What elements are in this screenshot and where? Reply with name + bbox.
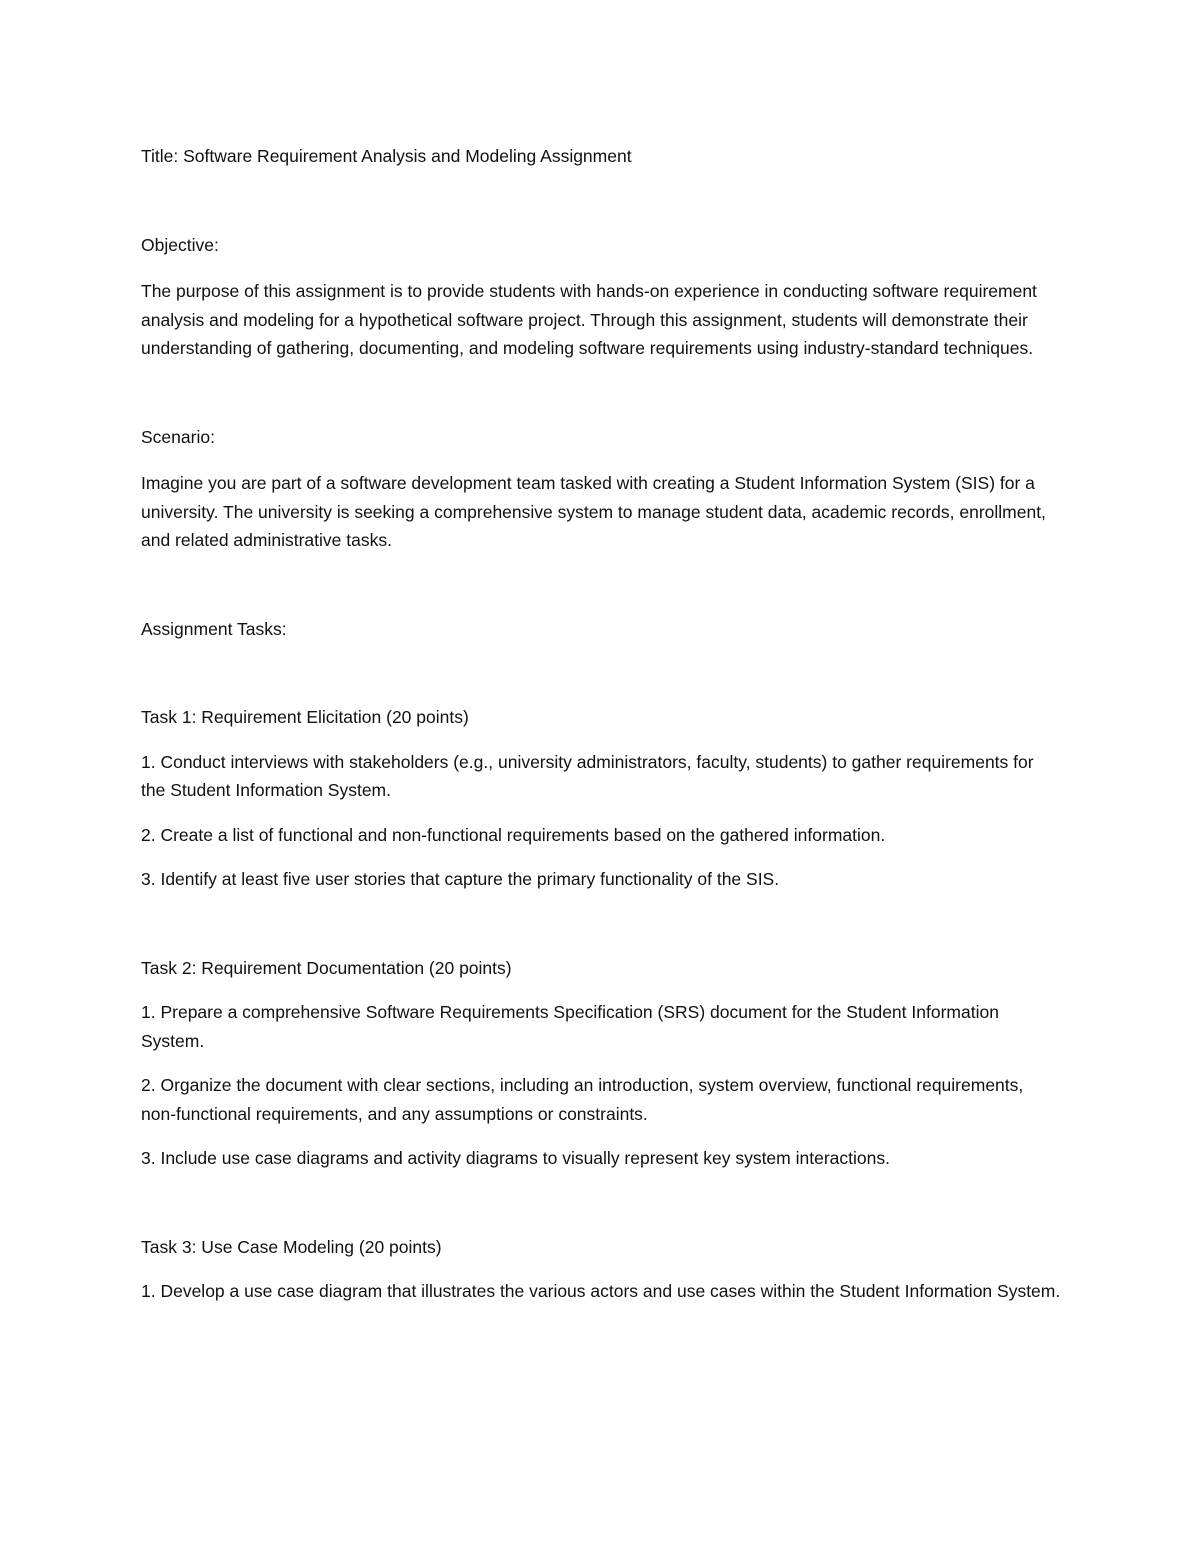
task-1-item-1: 1. Conduct interviews with stakeholders (e.g., university administrators, faculty, students) to gather requirements for the Student Information System.: [141, 751, 1034, 800]
task-2-item-3: 3. Include use case diagrams and activity diagrams to visually represent key system interactions.: [141, 1148, 890, 1168]
task-1-item-2: 2. Create a list of functional and non-functional requirements based on the gathered information.: [141, 824, 886, 845]
scenario-text: Imagine you are part of a software development team tasked with creating a Student Information System (SIS) for a university. The university is seeking a comprehensive system to manage student data, academic records, enrollment, and related administrative tasks.: [141, 473, 1046, 550]
document-content: [141, 142, 1061, 1322]
task-3-item-1: 1. Develop a use case diagram that illustrates the various actors and use cases within the Student Information System.: [141, 1281, 1061, 1301]
objective-text: The purpose of this assignment is to provide students with hands-on experience in conducting software requirement analysis and modeling for a hypothetical software project. Through this assignment, students will demonstrate their understanding of gathering, documenting, and modeling software requirements using industry-standard techniques.: [141, 281, 1037, 358]
assignment-tasks-heading: Assignment Tasks:: [141, 618, 287, 639]
objective-heading: Objective:: [141, 234, 219, 255]
task-1-item-3: 3. Identify at least five user stories that capture the primary functionality of the SIS.: [141, 869, 780, 889]
document-title: Title: Software Requirement Analysis and Modeling Assignment: [141, 146, 632, 166]
task-2-title: Task 2: Requirement Documentation (20 points): [141, 957, 512, 978]
task-2-item-1: 1. Prepare a comprehensive Software Requirements Specification (SRS) document for the Student Information System.: [141, 1002, 999, 1051]
task-1-title: Task 1: Requirement Elicitation (20 points): [141, 707, 469, 727]
task-2-item-2: 2. Organize the document with clear sections, including an introduction, system overview, functional requirements, non-functional requirements, and any assumptions or constraints.: [141, 1075, 1024, 1124]
task-3-title: Task 3: Use Case Modeling (20 points): [141, 1236, 442, 1257]
scenario-heading: Scenario:: [141, 426, 215, 447]
